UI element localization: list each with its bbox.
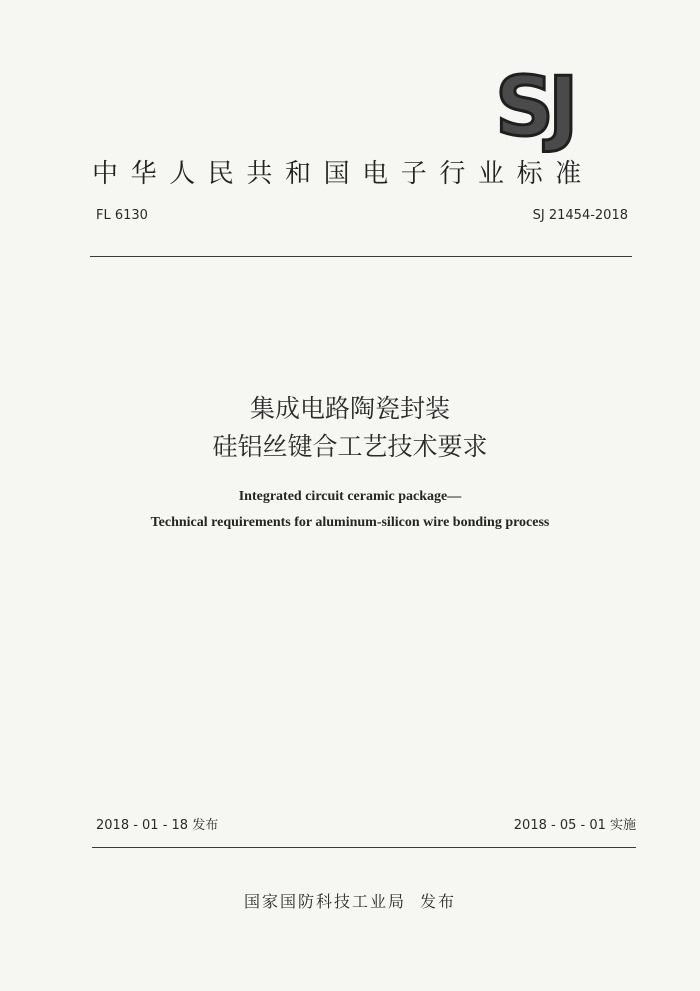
standard-number: SJ 21454-2018: [532, 208, 628, 223]
issuer-action: 发布: [420, 892, 457, 911]
english-title-line-1: Integrated circuit ceramic package—: [238, 489, 462, 504]
sj-logo: SJ: [495, 60, 573, 155]
issuer-name: 国家国防科技工业局: [243, 892, 406, 911]
standard-type-heading: 中华人民共和国电子行业标准: [92, 159, 594, 189]
code-row: [96, 205, 628, 227]
issue-date: 2018 - 01 - 18 发布: [96, 818, 219, 833]
issuer: [150, 889, 550, 915]
date-row: [96, 814, 636, 838]
implementation-date: 2018 - 05 - 01 实施: [513, 818, 636, 833]
chinese-title-line-1: 集成电路陶瓷封装: [249, 394, 450, 423]
bottom-divider: [92, 847, 636, 848]
chinese-title-line-2: 硅铝丝键合工艺技术要求: [212, 432, 488, 461]
top-divider: [90, 256, 632, 257]
english-title: [60, 484, 640, 536]
chinese-title: [100, 390, 600, 466]
classification-code: FL 6130: [96, 208, 148, 223]
english-title-line-2: Technical requirements for aluminum-silicon wire bonding process: [150, 515, 550, 530]
